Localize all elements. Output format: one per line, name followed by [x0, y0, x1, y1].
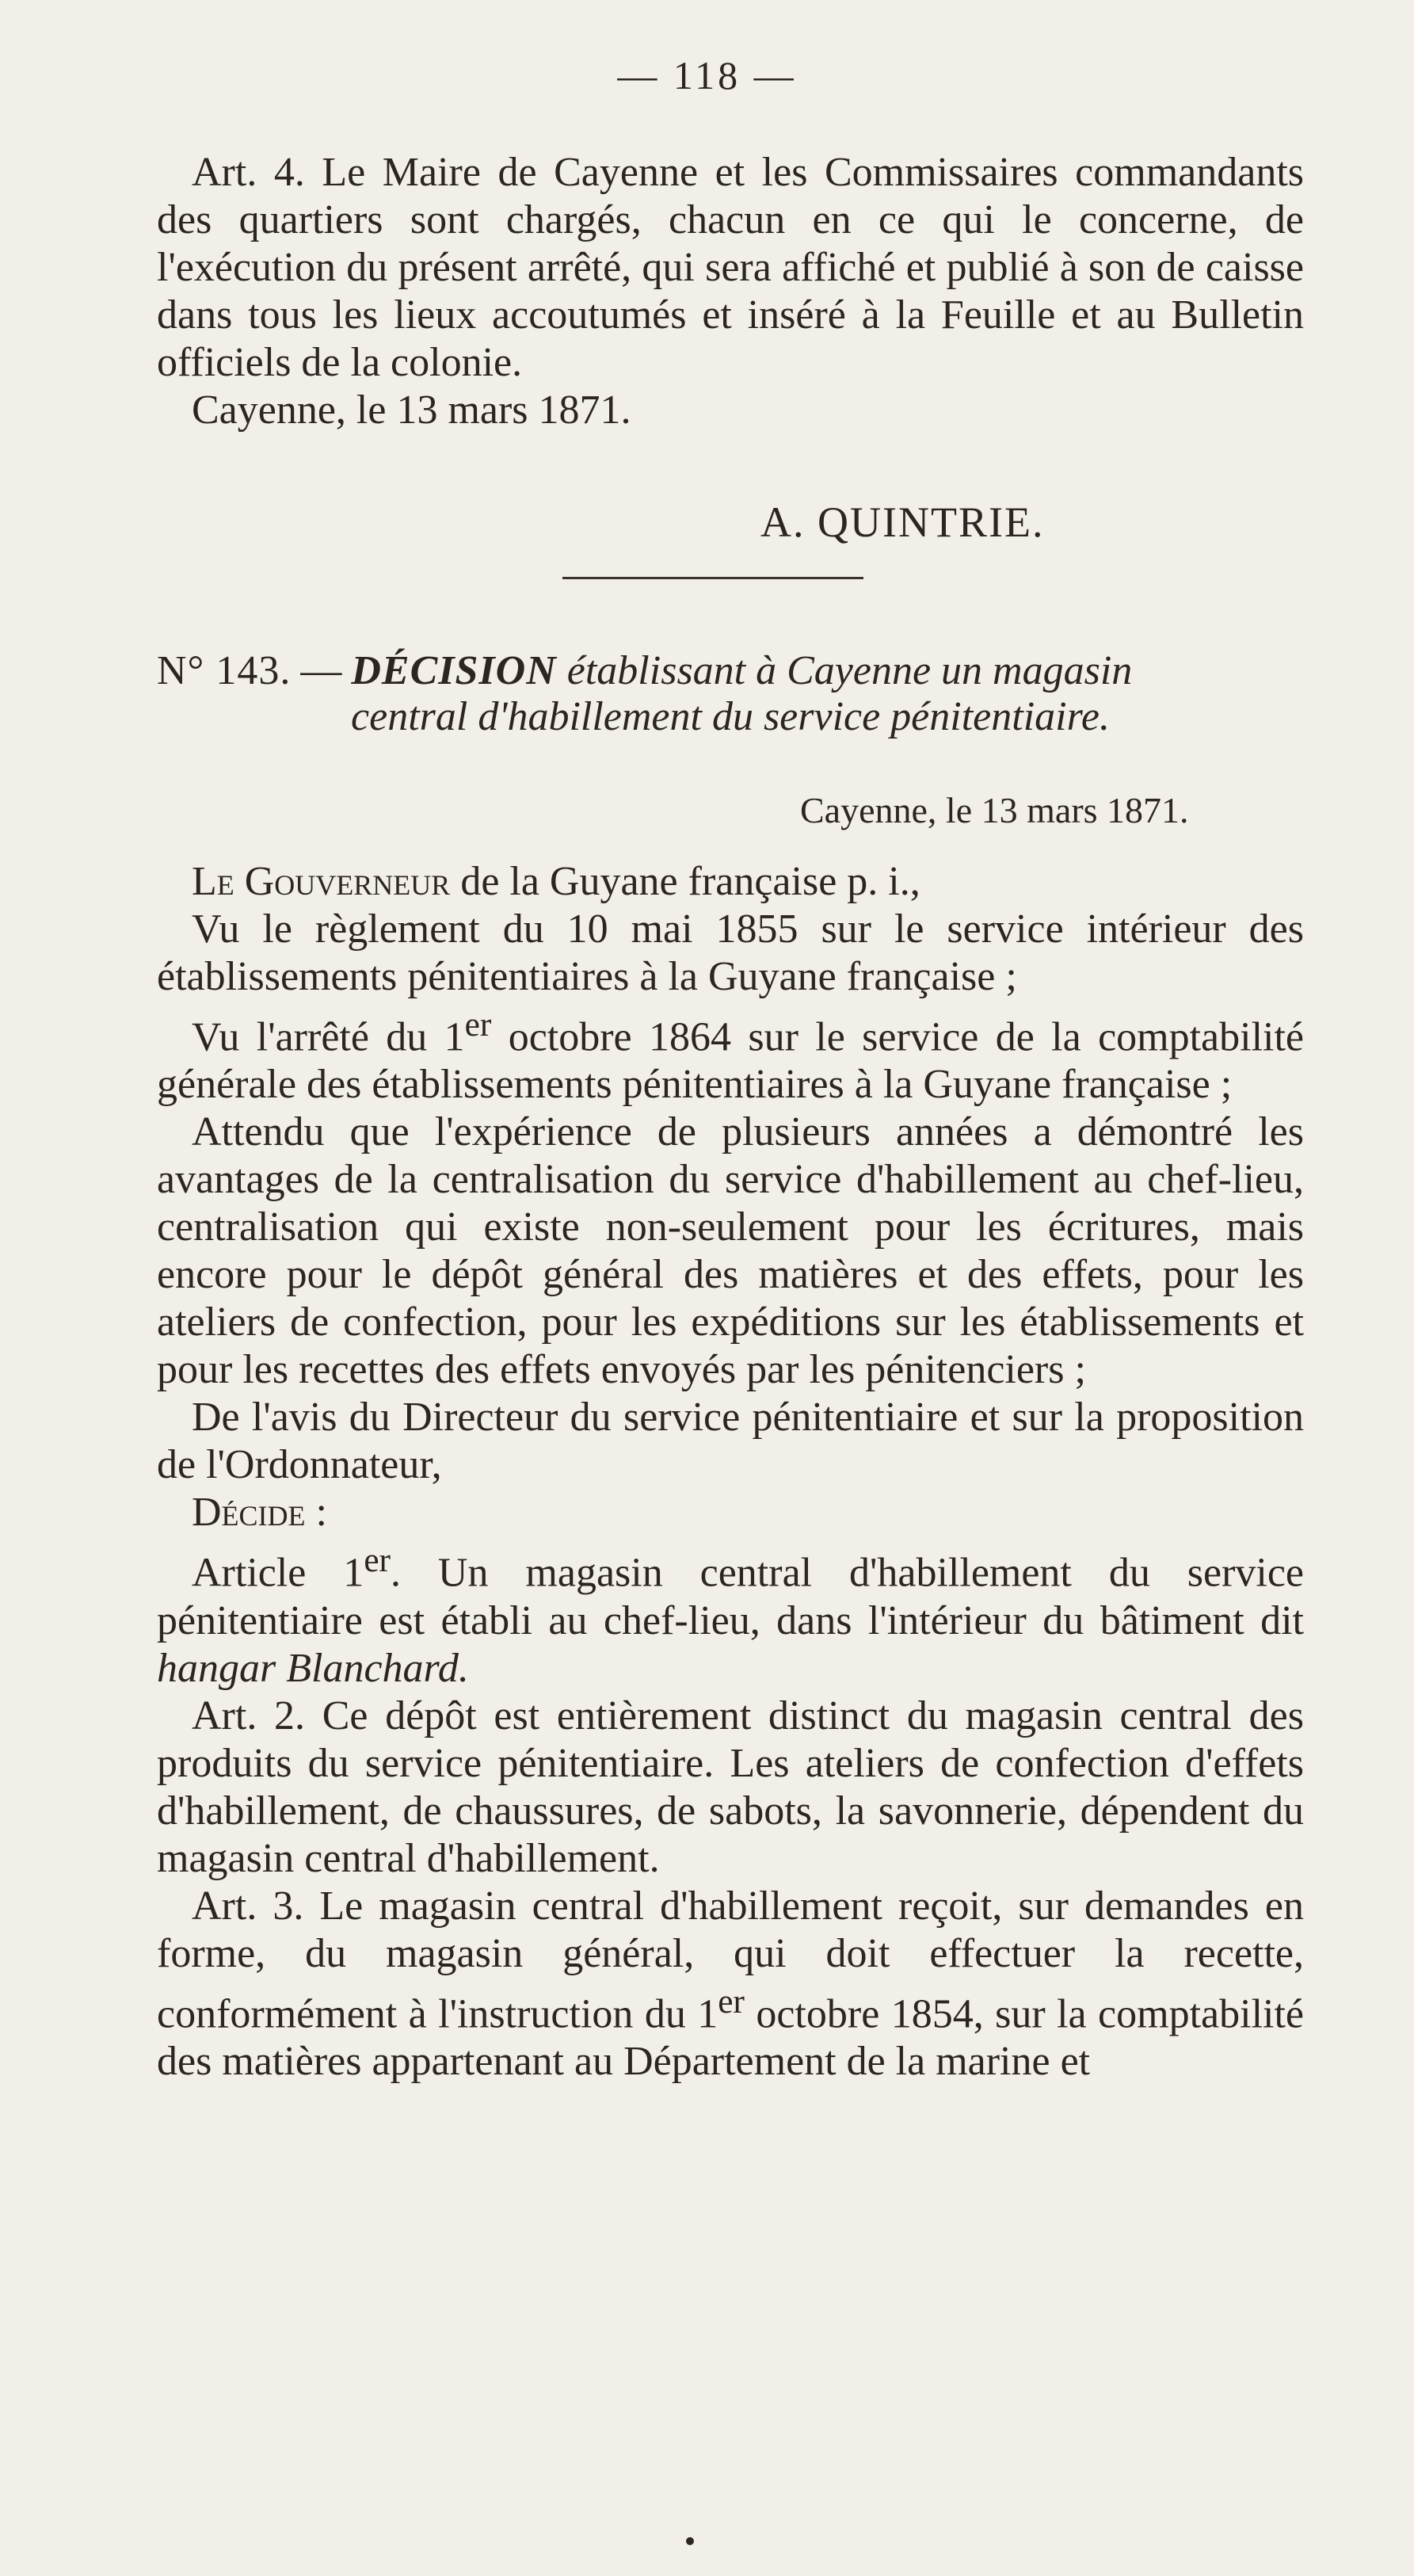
article-3-superscript: er: [718, 1982, 745, 2021]
decision-title: DÉCISION: [351, 648, 557, 693]
de-lavis-paragraph: De l'avis du Directeur du service pénitentiaire et sur la proposition de l'Ordonnateur,: [157, 1395, 1304, 1488]
governor-line: [157, 858, 1304, 906]
decision-header-line-1: [157, 648, 1304, 694]
article-2: Art. 2. Ce dépôt est entièrement distinct du magasin central des produits du service pénitentiaire. Les ateliers de confection d'effets d'habillement, de chaussures, de sabots, la savonnerie, dépendent du magasin central d'habillement.: [157, 1693, 1304, 1881]
signature: A. QUINTRIE.: [760, 498, 1045, 546]
article-3: [157, 1883, 1304, 2086]
governor-title: Le Gouverneur: [192, 859, 451, 904]
vu-arrete-part-1: Vu l'arrêté du 1: [192, 1014, 465, 1060]
vu-arrete-part-2: octobre 1864 sur le service de la comptabilité générale des établissements pénitentiaires à la Guyane française ;: [157, 1014, 1304, 1108]
article-3-part-2: octobre 1854, sur la comptabilité des matières appartenant au Département de la marine et: [157, 1990, 1304, 2084]
separator-rule: [562, 577, 863, 579]
article-3-part-1: Art. 3. Le magasin central d'habillement reçoit, sur demandes en forme, du magasin général, qui doit effectuer la recette, conformément à l'instruction du 1: [157, 1883, 1304, 2036]
article-4-text: Art. 4. Le Maire de Cayenne et les Commissaires commandants des quartiers sont chargés, chacun en ce qui le concerne, de l'exécution du présent arrêté, qui sera affiché et publié à son de caisse dans tous les lieux accoutumés et inséré à la Feuille et au Bulletin officiels de la colonie.: [157, 150, 1304, 385]
article-1-part-1: Article 1: [192, 1550, 364, 1596]
decision-dash: —: [300, 648, 342, 693]
article-1-superscript: er: [364, 1541, 391, 1580]
article-1: [157, 1536, 1304, 1692]
decision-subtitle-2: central d'habillement du service pénitentiaire.: [351, 694, 1110, 739]
page-number: — 118 —: [617, 53, 797, 97]
decision-header: [157, 648, 1304, 740]
attendu-paragraph: Attendu que l'expérience de plusieurs années a démontré les avantages de la centralisation du service d'habillement au chef-lieu, centralisation qui existe non-seulement pour les écritures, mais encore pour le dépôt général des matières et des effets, pour les ateliers de confection, pour les expéditions sur les établissements et pour les recettes des effets envoyés par les pénitenciers ;: [157, 1109, 1304, 1393]
vu-arrete-superscript: er: [464, 1006, 492, 1044]
decision-number: N° 143.: [157, 648, 292, 693]
decision-subtitle-1: établissant à Cayenne un magasin: [566, 648, 1133, 693]
preamble-block: [157, 858, 1304, 2086]
governor-rest: de la Guyane française p. i.,: [450, 859, 920, 904]
decide-heading: Décide :: [192, 1490, 327, 1536]
vu-arrete: [157, 1001, 1304, 1109]
article-4-block: [157, 149, 1304, 434]
article-1-part-2: . Un magasin central d'habillement du service pénitentiaire est établi au chef-lieu, dans l'intérieur du bâtiment dit: [157, 1550, 1304, 1643]
vu-reglement: Vu le règlement du 10 mai 1855 sur le service intérieur des établissements pénitentiaires à la Guyane française ;: [157, 906, 1304, 999]
printer-dot: [686, 2537, 694, 2545]
place-date-1: Cayenne, le 13 mars 1871.: [192, 387, 631, 433]
place-date-2: Cayenne, le 13 mars 1871.: [800, 790, 1189, 830]
article-1-italic: hangar Blanchard.: [157, 1645, 469, 1691]
